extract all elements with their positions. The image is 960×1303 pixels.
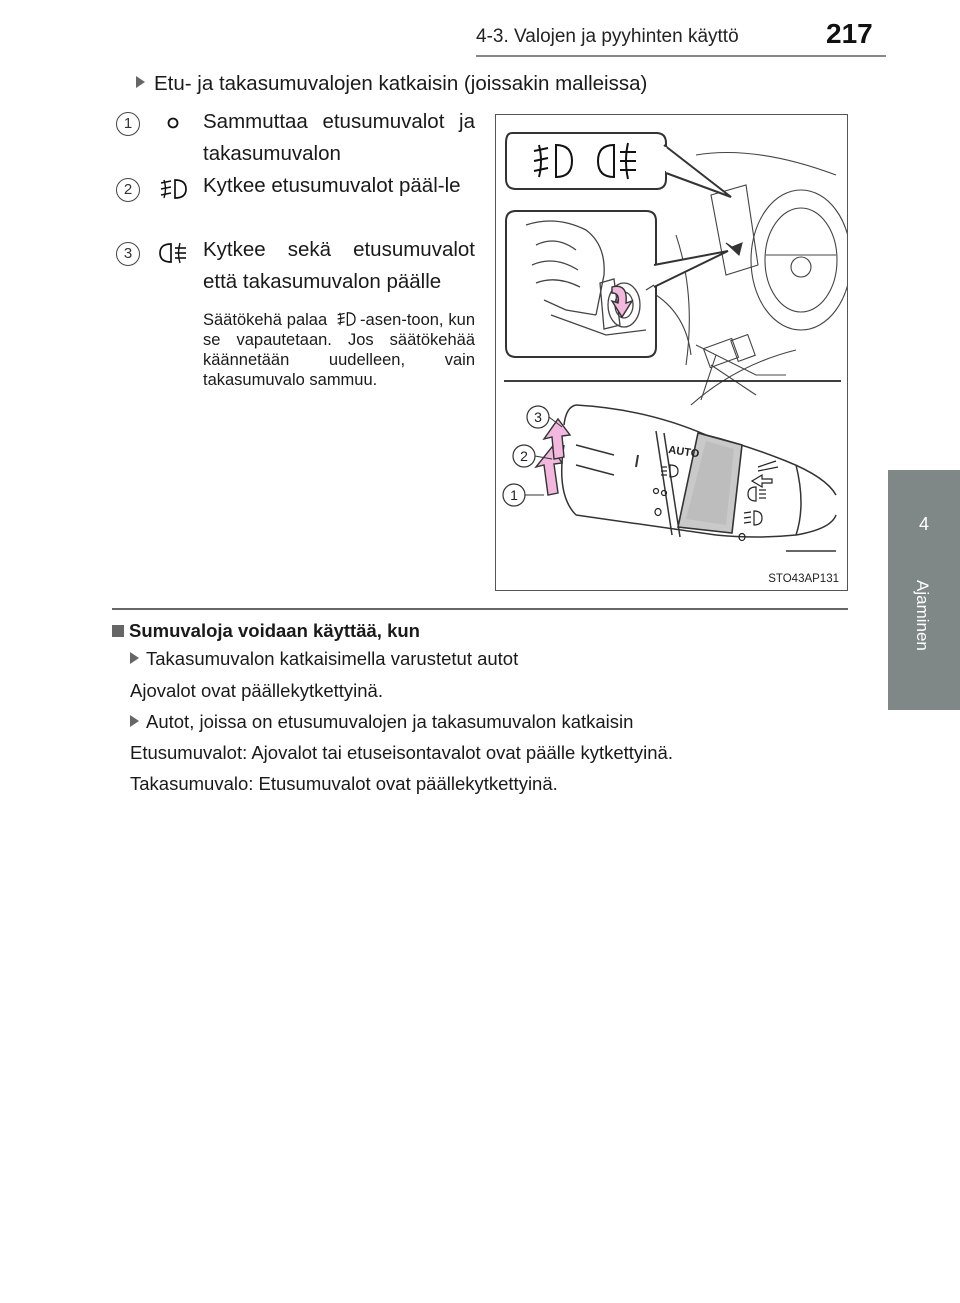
lever-auto-label: AUTO (667, 444, 700, 461)
usage-bullet-1-text: Takasumuvalon katkaisimella varustetut autot (146, 648, 519, 669)
item-number-3: 3 (116, 242, 140, 266)
item-number-2: 2 (116, 178, 140, 202)
usage-text-2b: Takasumuvalo: Etusumuvalot ovat päällekytkettyinä. (130, 773, 558, 794)
usage-bullet-2-text: Autot, joissa on etusumuvalojen ja takasumuvalon katkaisin (146, 711, 634, 732)
square-bullet-icon (112, 625, 124, 637)
section-rule (112, 608, 848, 610)
item-text-2: Kytkee etusumuvalot pääl-le (203, 174, 461, 197)
triangle-bullet-icon (130, 652, 139, 664)
usage-heading (112, 620, 420, 642)
switch-subheading (136, 72, 647, 96)
figure-code: STO43AP131 (768, 573, 839, 585)
triangle-bullet-icon (136, 76, 145, 88)
item-text-1: Sammuttaa etusumuvalot ja takasumuvalon (203, 110, 475, 165)
usage-heading-text: Sumuvaloja voidaan käyttää, kun (129, 620, 420, 641)
fog-switch-illustration (495, 114, 848, 591)
triangle-bullet-icon (130, 715, 139, 727)
item-number-1: 1 (116, 112, 140, 136)
callout-3: 3 (534, 409, 542, 425)
rear-fog-icon (156, 240, 190, 266)
off-circle-icon (156, 110, 190, 136)
header-section-title: 4-3. Valojen ja pyyhinten käyttö (476, 26, 739, 47)
usage-text-1: Ajovalot ovat päällekytkettyinä. (130, 680, 383, 701)
illustration-drawing (496, 115, 848, 591)
note-paragraph (203, 310, 475, 390)
item-text-3: Kytkee sekä etusumuvalot että takasumuvalon päälle (203, 238, 475, 293)
front-fog-icon (332, 310, 360, 328)
chapter-number: 4 (918, 514, 929, 534)
callout-2: 2 (520, 448, 528, 464)
front-fog-icon (156, 176, 190, 202)
page-number: 217 (826, 18, 873, 49)
note-text-before: Säätökehä palaa (203, 311, 328, 329)
chapter-tab (888, 470, 960, 710)
note-text-after: -asen-toon, kun se vapautetaan. Jos säätökehää käännetään uudelleen, vain takasumuvalo sammuu. (203, 311, 475, 389)
header-rule (476, 55, 886, 57)
usage-bullet-1 (130, 648, 518, 670)
chapter-label: Ajaminen (913, 580, 932, 651)
switch-subheading-text: Etu- ja takasumuvalojen katkaisin (joissakin malleissa) (154, 72, 648, 95)
callout-1: 1 (510, 487, 518, 503)
usage-text-2a: Etusumuvalot: Ajovalot tai etuseisontavalot ovat päälle kytkettyinä. (130, 742, 673, 763)
usage-bullet-2 (130, 711, 633, 733)
